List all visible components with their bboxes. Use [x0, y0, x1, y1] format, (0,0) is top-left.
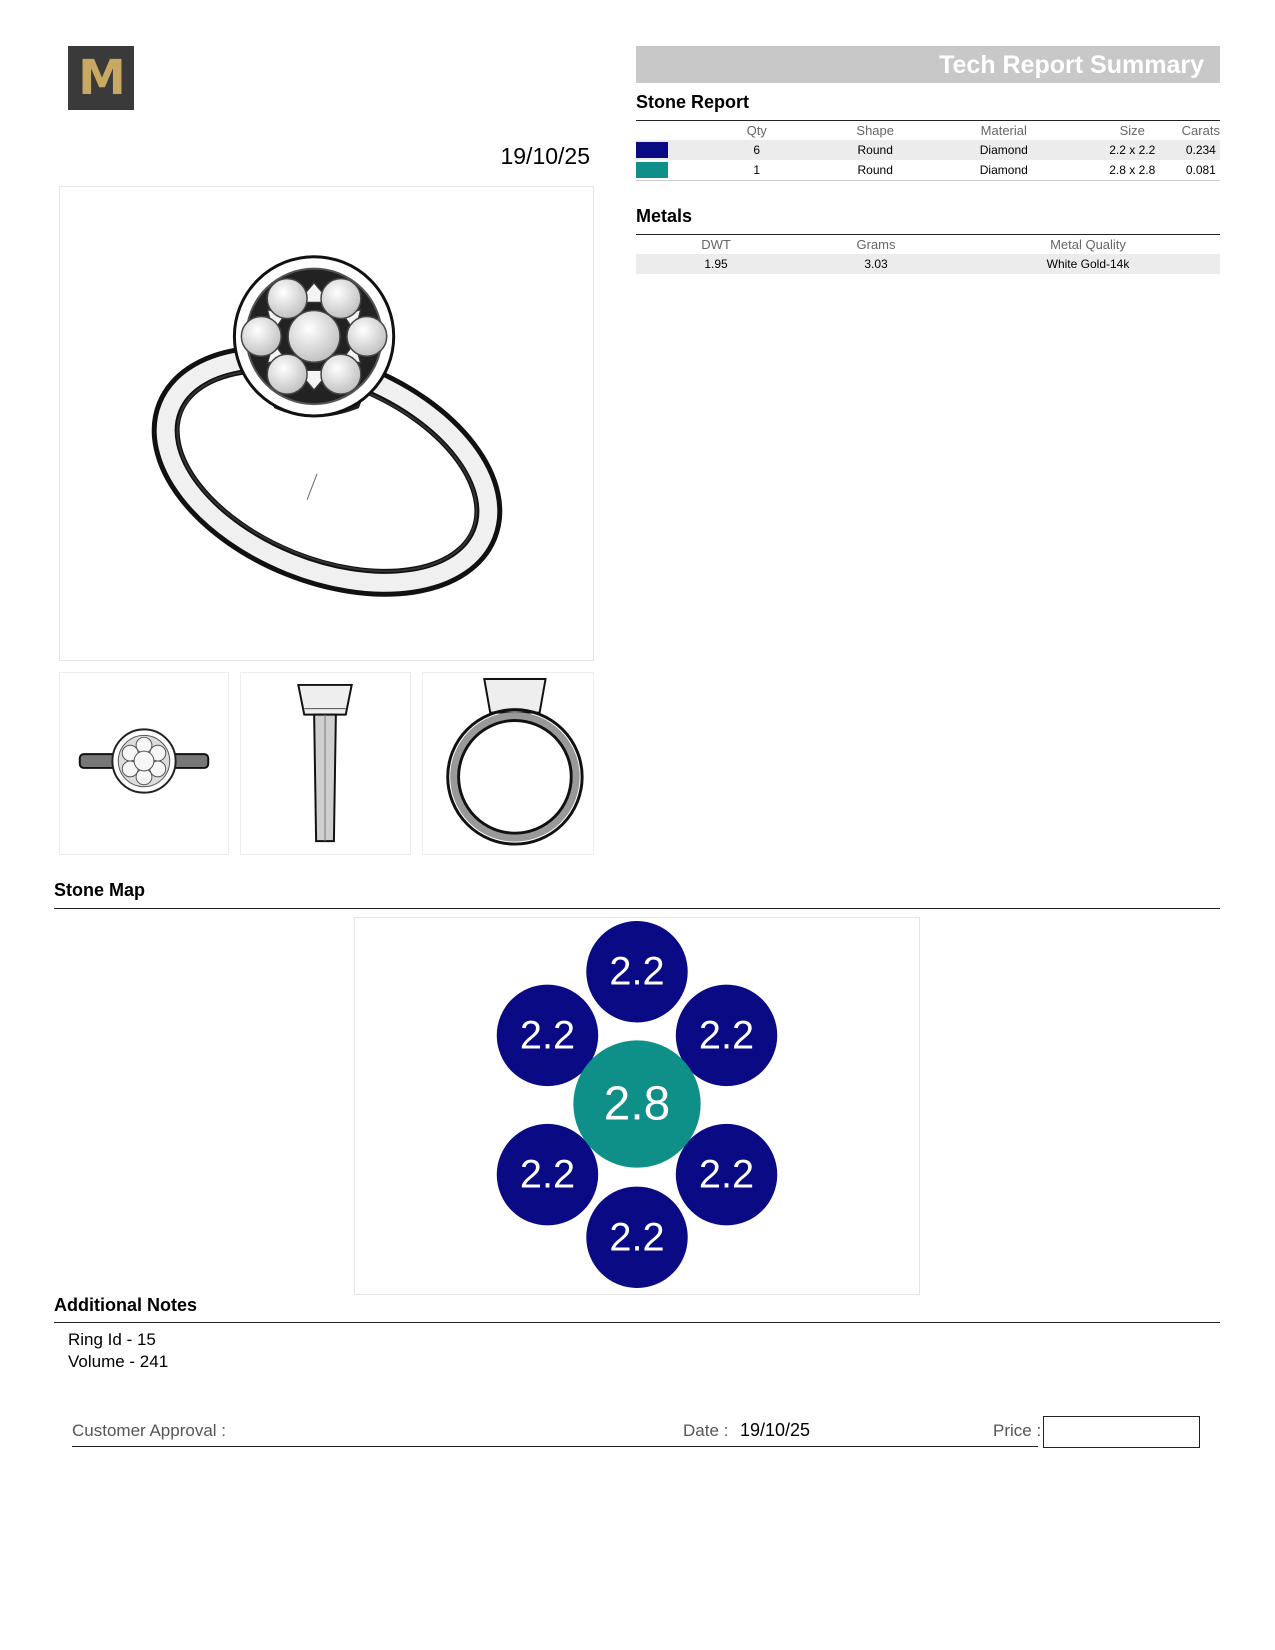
metal-quality: White Gold-14k: [956, 254, 1220, 274]
ring-render-side-view: [240, 672, 411, 855]
metals-heading: Metals: [636, 206, 693, 226]
stone-report-heading: Stone Report: [636, 92, 750, 112]
notes-heading: Additional Notes: [54, 1295, 197, 1315]
title-bar: [636, 46, 1220, 83]
price-input-box[interactable]: [1043, 1416, 1200, 1448]
ring-render-top-view: [59, 672, 229, 855]
ring-render-front-view: [422, 672, 594, 855]
approval-date-value: 19/10/25: [740, 1420, 811, 1440]
stone-material: Diamond: [979, 163, 1028, 177]
stone-qty: 6: [688, 140, 826, 160]
stone-row: [636, 140, 1220, 160]
company-logo: [68, 46, 134, 110]
side-stone: [586, 1187, 687, 1288]
ring-side-view-illustration: [241, 673, 410, 854]
note-line: Ring Id - 15: [68, 1330, 156, 1349]
note-line: Volume - 241: [68, 1352, 169, 1371]
center-stone: [573, 1040, 700, 1167]
metals-table-header: [636, 234, 1220, 254]
report-title: Tech Report Summary: [939, 51, 1204, 79]
stone-table-header: [636, 120, 1220, 140]
col-dwt: DWT: [701, 237, 731, 252]
side-stone: [676, 1124, 777, 1225]
metals-table: [636, 234, 1220, 274]
metal-grams: 3.03: [796, 254, 956, 274]
stone-color-swatch: [636, 142, 668, 158]
stone-size: 2.2 x 2.2: [1083, 140, 1182, 160]
approval-date-label: Date :: [683, 1421, 729, 1440]
col-qty: Qty: [746, 123, 767, 138]
metal-dwt: 1.95: [636, 254, 796, 274]
center-stone-label: 2.8: [603, 1077, 671, 1131]
stone-qty: 1: [753, 163, 761, 177]
stone-shape: Round: [826, 140, 925, 160]
side-stone-label: 2.2: [698, 1152, 755, 1197]
stone-report-table: [636, 120, 1220, 180]
stone-map-diagram: [355, 918, 919, 1294]
stone-material: Diamond: [925, 140, 1083, 160]
col-metal-quality: Metal Quality: [1050, 237, 1126, 252]
side-stone: [497, 1124, 598, 1225]
stone-carats: 0.234: [1182, 140, 1220, 160]
notes-rule: [54, 1322, 1220, 1323]
col-carats: Carats: [1181, 123, 1220, 138]
side-stone-label: 2.2: [519, 1152, 576, 1197]
stone-carats: 0.081: [1185, 163, 1216, 177]
side-stone-label: 2.2: [698, 1013, 755, 1058]
approval-signature-line[interactable]: [72, 1446, 1038, 1447]
stone-map-rule: [54, 908, 1220, 909]
customer-approval-label: Customer Approval :: [72, 1421, 227, 1440]
price-label: Price :: [993, 1421, 1042, 1440]
stone-map-heading: Stone Map: [54, 880, 146, 900]
ring-perspective-illustration: [60, 187, 593, 660]
side-stone-label: 2.2: [609, 1215, 665, 1260]
side-stone: [586, 921, 687, 1022]
ring-top-view-illustration: [60, 673, 228, 854]
ring-front-view-illustration: [423, 673, 593, 854]
logo-letter: M: [78, 50, 124, 106]
col-material: Material: [980, 123, 1027, 138]
col-size: Size: [1119, 123, 1145, 138]
ring-render-main: [59, 186, 594, 661]
stone-size: 2.8 x 2.8: [1109, 163, 1156, 177]
report-date: 19/10/25: [500, 143, 590, 169]
col-shape: Shape: [856, 123, 894, 138]
stone-map: [354, 917, 920, 1295]
col-grams: Grams: [856, 237, 896, 252]
stone-color-swatch: [636, 162, 668, 178]
side-stone-label: 2.2: [519, 1013, 576, 1058]
stone-row: [636, 160, 1220, 180]
stone-shape: Round: [857, 163, 893, 177]
side-stone-label: 2.2: [609, 949, 665, 994]
metal-row: [636, 254, 1220, 274]
